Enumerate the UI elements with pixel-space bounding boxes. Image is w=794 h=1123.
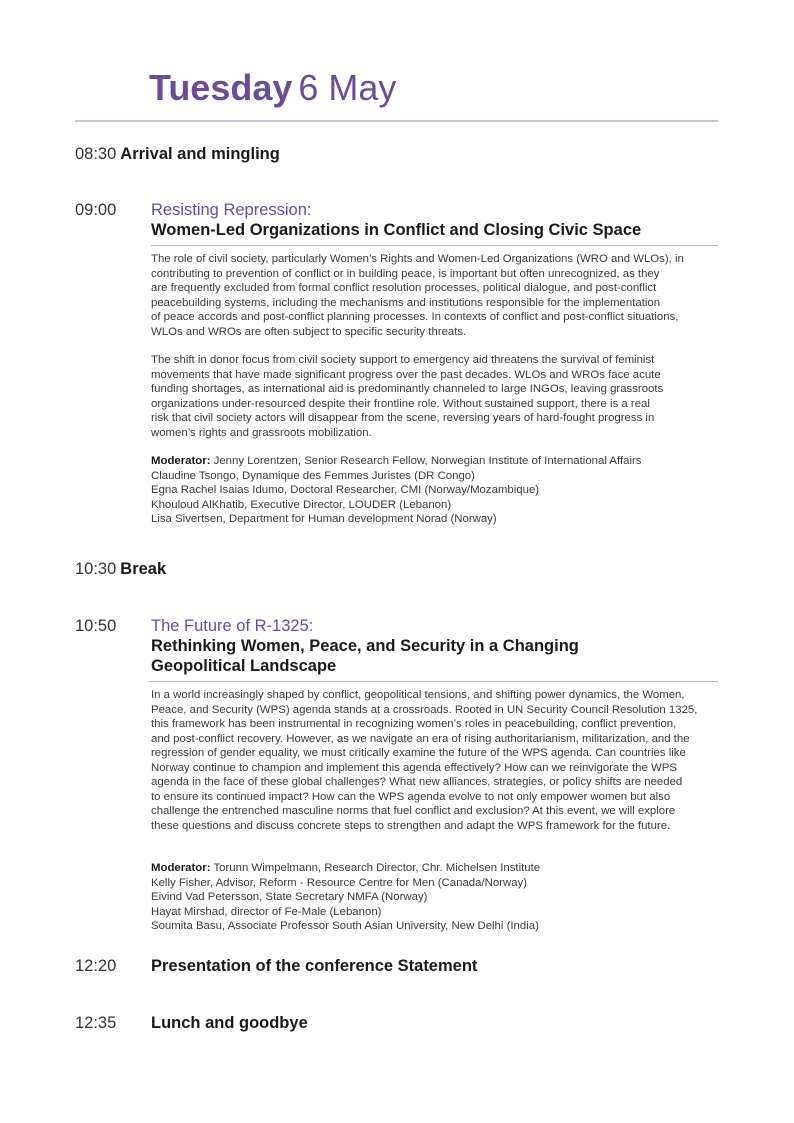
session-resisting-repression [151,200,718,527]
agenda-time: 10:50 [75,617,117,635]
session-headline: Rethinking Women, Peace, and Security in a Changing [151,637,579,655]
session-kicker: The Future of R-1325: [151,617,314,635]
speaker-list [151,861,718,934]
agenda-item-arrival [75,143,280,165]
page-title [149,66,396,110]
agenda-time: 12:35 [75,1014,117,1032]
agenda-item-break [75,558,166,580]
agenda-title: Lunch and goodbye [151,1014,308,1032]
day-label: Tuesday [149,67,293,108]
moderator-line [151,861,718,876]
panelist: Lisa Sivertsen, Department for Human development Norad (Norway) [151,513,497,525]
panelist: Soumita Basu, Associate Professor South Asian University, New Delhi (India) [151,920,539,932]
agenda-time: 10:30 [75,560,117,578]
agenda-time: 12:20 [75,957,117,975]
session-future-r1325 [151,616,718,934]
session-paragraph: The role of civil society, particularly Women’s Rights and Women-Led Organizations (WRO and WLOs), in contributing to prevention of conflict or in building peace, is important but often unrecognized, as they are frequently excluded from formal conflict resolution processes, political dialogue, and post-conflict peacebuilding systems, including the mechanisms and institutions responsible for the implementation of peace accords and post-conflict planning processes. In contexts of conflict and post-conflict situations, WLOs and WROs are often subject to specific security threats. [151,253,684,338]
moderator-label: Moderator: [151,862,211,874]
session-kicker: Resisting Repression: [151,201,312,219]
panelist: Kelly Fisher, Advisor, Reform - Resource Centre for Men (Canada/Norway) [151,876,528,889]
session-headline: Women-Led Organizations in Conflict and Closing Civic Space [151,221,642,239]
title-divider [75,120,718,122]
moderator-name: Torunn Wimpelmann, Research Director, Chr. Michelsen Institute [213,862,541,874]
session-paragraph: In a world increasingly shaped by conflict, geopolitical tensions, and shifting power dynamics, the Women, Peace, and Security (WPS) agenda stands at a crossroads. Rooted in UN Security Council Resolution 1325, this framework has been instrumental in recognizing women’s roles in peacebuilding, conflict prevention, and post-conflict recovery. However, as we navigate an era of rising authoritarianism, militarization, and the regression of gender equality, we must critically examine the future of the WPS agenda. Can countries like Norway continue to champion and implement this agenda effectively? How can we reinvigorate the WPS agenda in the face of these global challenges? What new alliances, strategies, or policy shifts are needed to ensure its continued impact? How can the WPS agenda evolve to not only empower women but also challenge the entrenched masculine norms that fuel conflict and exclusion? At this event, we will explore these questions and discuss concrete steps to strengthen and adapt the WPS framework for the future. [151,689,698,832]
agenda-time: 09:00 [75,201,117,219]
agenda-time: 08:30 [75,145,117,163]
session-headline: Geopolitical Landscape [151,657,337,675]
panelist: Hayat Mirshad, director of Fe-Male (Lebanon) [151,905,382,918]
speaker-list [151,454,718,527]
session-paragraph: The shift in donor focus from civil society support to emergency aid threatens the survival of feminist movements that have made significant progress over the past decades. WLOs and WROs face acute funding shortages, as international aid is predominantly channeled to large INGOs, leaving grassroots organizations under-resourced despite their frontline role. Without sustained support, there is a real risk that civil society actors will disappear from the scene, reversing years of hard-fought progress in women’s rights and grassroots mobilization. [151,354,664,439]
panelist: Eivind Vad Petersson, State Secretary NMFA (Norway) [151,891,428,903]
agenda-title: Presentation of the conference Statement [151,957,478,975]
session-divider [149,681,718,682]
moderator-label: Moderator: [151,455,211,467]
session-divider [151,245,718,246]
moderator-line [151,454,718,469]
agenda-title: Arrival and mingling [120,145,280,163]
date-label: 6 May [298,67,397,108]
panelist: Khouloud AlKhatib, Executive Director, LOUDER (Lebanon) [151,498,452,511]
panelist: Claudine Tsongo, Dynamique des Femmes Juristes (DR Congo) [151,469,475,482]
moderator-name: Jenny Lorentzen, Senior Research Fellow, Norwegian Institute of International Affairs [213,455,642,467]
panelist: Egna Rachel Isaias Idumo, Doctoral Researcher, CMI (Norway/Mozambique) [151,484,540,496]
agenda-title: Break [120,560,167,578]
